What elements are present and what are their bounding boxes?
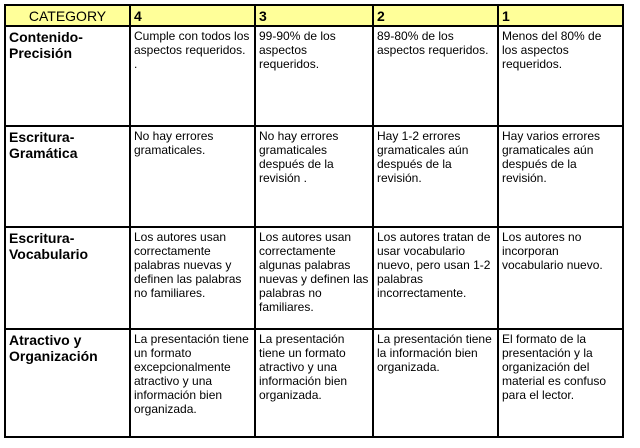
table-cell: No hay errores gramaticales. — [130, 126, 255, 227]
header-score-4: 4 — [130, 5, 255, 26]
table-row — [5, 227, 623, 329]
table-cell: Cumple con todos los aspectos requeridos. . — [130, 26, 255, 126]
criterion-gramatica: Escritura-Gramática — [5, 126, 130, 227]
table-cell: Hay varios errores gramaticales aún después de la revisión. — [498, 126, 623, 227]
table-cell: La presentación tiene un formato atractivo y una información bien organizada. — [255, 329, 373, 437]
table-row — [5, 329, 623, 437]
table-cell: No hay errores gramaticales después de la revisión . — [255, 126, 373, 227]
table-row — [5, 26, 623, 126]
criterion-vocabulario: Escritura-Vocabulario — [5, 227, 130, 329]
table-cell: La presentación tiene un formato excepcionalmente atractivo y una información bien organizada. — [130, 329, 255, 437]
rubric-table — [4, 4, 624, 438]
table-row — [5, 126, 623, 227]
header-score-3: 3 — [255, 5, 373, 26]
table-cell: El formato de la presentación y la organización del material es confuso para el lector. — [498, 329, 623, 437]
header-score-1: 1 — [498, 5, 623, 26]
criterion-atractivo: Atractivo y Organización — [5, 329, 130, 437]
table-cell: Los autores tratan de usar vocabulario nuevo, pero usan 1-2 palabras incorrectamente. — [373, 227, 498, 329]
table-cell: La presentación tiene la información bien organizada. — [373, 329, 498, 437]
table-cell: Los autores usan correctamente algunas palabras nuevas y definen las palabras no familiares. — [255, 227, 373, 329]
table-cell: Los autores usan correctamente palabras nuevas y definen las palabras no familiares. — [130, 227, 255, 329]
table-cell: 99-90% de los aspectos requeridos. — [255, 26, 373, 126]
table-cell: Menos del 80% de los aspectos requeridos. — [498, 26, 623, 126]
criterion-contenido: Contenido-Precisión — [5, 26, 130, 126]
table-cell: Los autores no incorporan vocabulario nuevo. — [498, 227, 623, 329]
table-cell: Hay 1-2 errores gramaticales aún después de la revisión. — [373, 126, 498, 227]
header-category: CATEGORY — [5, 5, 130, 26]
header-row — [5, 5, 623, 26]
header-score-2: 2 — [373, 5, 498, 26]
table-cell: 89-80% de los aspectos requeridos. — [373, 26, 498, 126]
